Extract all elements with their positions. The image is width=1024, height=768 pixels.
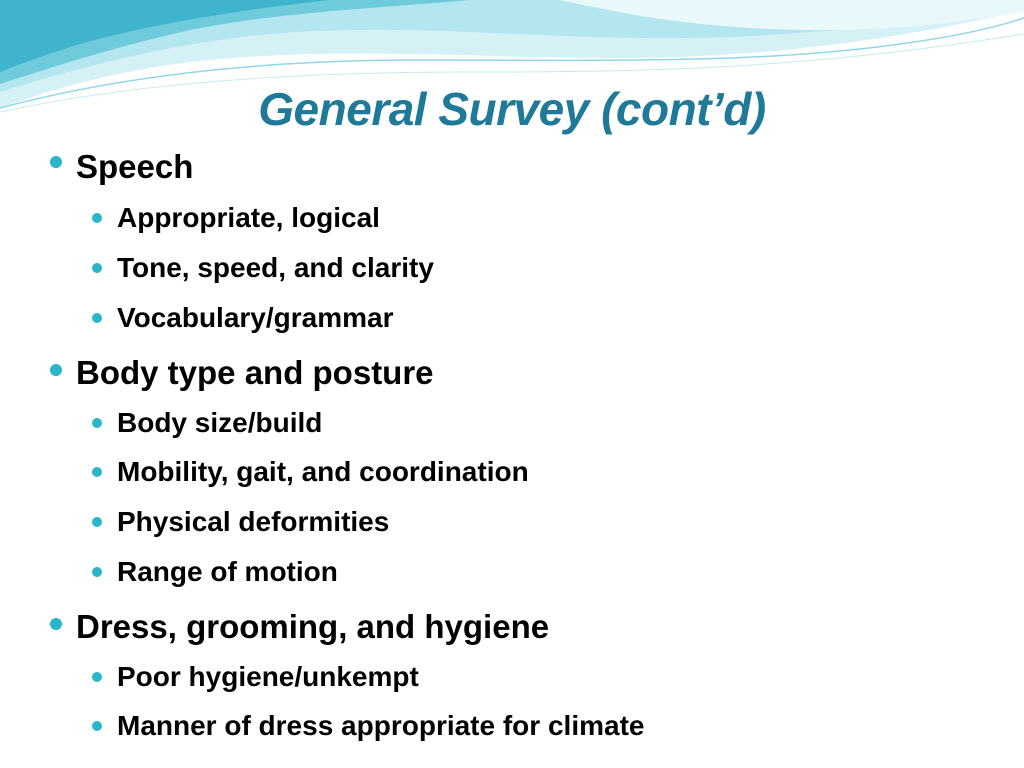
list-item: Physical deformities bbox=[117, 506, 390, 537]
list-item: Tone, speed, and clarity bbox=[117, 252, 434, 283]
slide-title: General Survey (cont’d) bbox=[258, 83, 766, 135]
bullet-icon bbox=[50, 156, 62, 168]
bullet-icon bbox=[92, 467, 102, 477]
list-item: Appropriate, logical bbox=[117, 202, 380, 233]
bullet-icon bbox=[92, 672, 102, 682]
list-item: Range of motion bbox=[117, 556, 338, 587]
bullet-icon bbox=[92, 517, 102, 527]
section-dress-grooming: Dress, grooming, and hygiene bbox=[76, 608, 550, 645]
bullet-icon bbox=[92, 418, 102, 428]
list-item: Manner of dress appropriate for climate bbox=[117, 710, 645, 741]
list-item: Poor hygiene/unkempt bbox=[117, 661, 419, 692]
bullet-icon bbox=[92, 567, 102, 577]
bullet-icon bbox=[92, 721, 102, 731]
list-item: Vocabulary/grammar bbox=[117, 302, 394, 333]
bullet-icon bbox=[92, 313, 102, 323]
list-item: Mobility, gait, and coordination bbox=[117, 456, 529, 487]
bullet-icon bbox=[50, 618, 62, 630]
bullet-icon bbox=[50, 364, 62, 376]
section-speech: Speech bbox=[76, 148, 194, 185]
list-item: Body size/build bbox=[117, 407, 323, 438]
bullet-icon bbox=[92, 213, 102, 223]
bullet-icon bbox=[92, 263, 102, 273]
section-body-type: Body type and posture bbox=[76, 354, 434, 391]
